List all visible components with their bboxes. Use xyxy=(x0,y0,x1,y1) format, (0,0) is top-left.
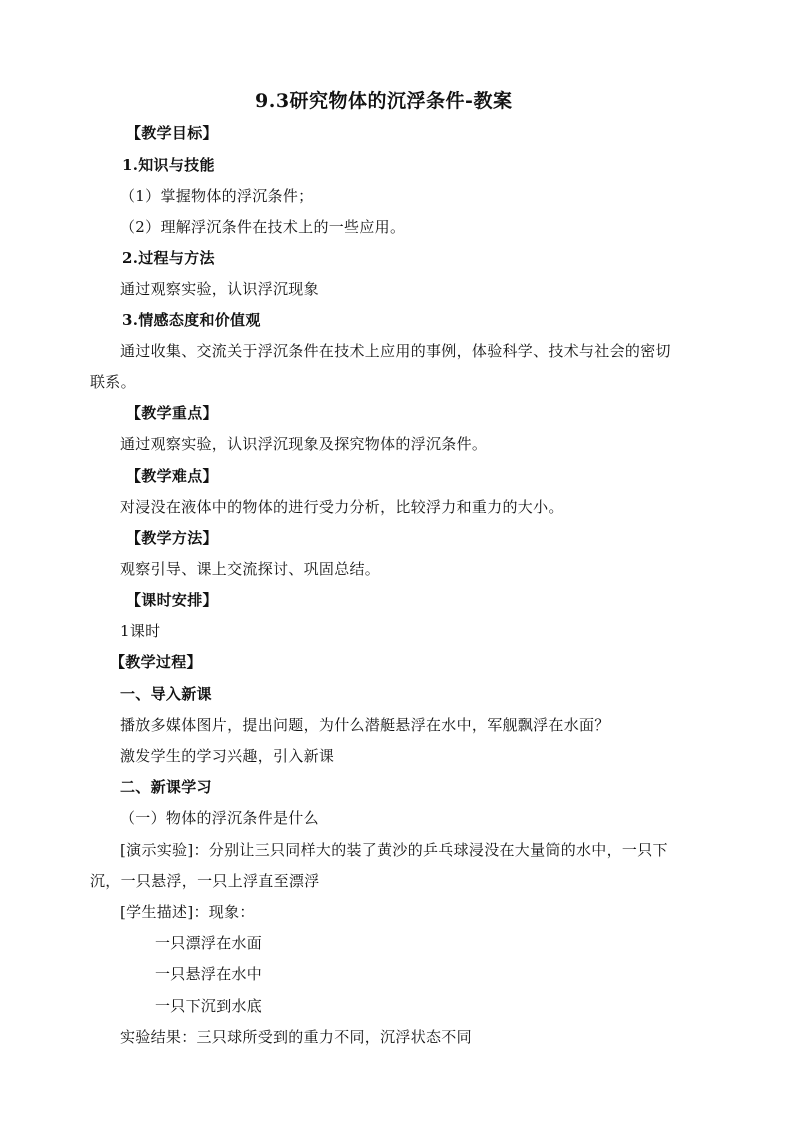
observation-1: 一只漂浮在水面 xyxy=(155,934,263,952)
new-lesson-title: 二、新课学习 xyxy=(120,778,212,796)
objectives-heading: 【教学目标】 xyxy=(126,124,218,142)
observation-2: 一只悬浮在水中 xyxy=(155,965,263,983)
observation-3: 一只下沉到水底 xyxy=(155,997,263,1015)
demo-line-2: 沉，一只悬浮，一只上浮直至漂浮 xyxy=(90,872,320,890)
values-title: 3.情感态度和价值观 xyxy=(122,311,261,329)
key-points-heading: 【教学重点】 xyxy=(126,404,218,422)
objective-item-1: （1）掌握物体的浮沉条件； xyxy=(120,187,314,205)
experiment-result: 实验结果：三只球所受到的重力不同，沉浮状态不同 xyxy=(120,1028,472,1046)
difficulties-text: 对浸没在液体中的物体的进行受力分析，比较浮力和重力的大小。 xyxy=(120,498,564,516)
values-text-line1: 通过收集、交流关于浮沉条件在技术上应用的事例，体验科学、技术与社会的密切 xyxy=(120,342,671,360)
process-heading: 【教学过程】 xyxy=(110,653,202,671)
schedule-heading: 【课时安排】 xyxy=(126,591,218,609)
demo-line-1: [演示实验]：分别让三只同样大的装了黄沙的乒乓球浸没在大量筒的水中，一只下 xyxy=(120,841,668,859)
objective-item-2: （2）理解浮沉条件在技术上的一些应用。 xyxy=(120,218,406,236)
methods-heading: 【教学方法】 xyxy=(126,529,218,547)
values-text-line2: 联系。 xyxy=(90,373,136,391)
process-method-title: 2.过程与方法 xyxy=(122,249,215,267)
schedule-text: 1课时 xyxy=(120,622,161,640)
difficulties-heading: 【教学难点】 xyxy=(126,467,218,485)
intro-line-1: 播放多媒体图片，提出问题，为什么潜艇悬浮在水中，军舰飘浮在水面？ xyxy=(120,716,610,734)
intro-section-title: 一、导入新课 xyxy=(120,685,212,703)
intro-line-2: 激发学生的学习兴趣，引入新课 xyxy=(120,747,335,765)
process-method-text: 通过观察实验，认识浮沉现象 xyxy=(120,280,319,298)
student-description: [学生描述]：现象： xyxy=(120,903,255,921)
subsection-title: （一）物体的浮沉条件是什么 xyxy=(120,809,319,827)
knowledge-skills-title: 1.知识与技能 xyxy=(122,156,215,174)
page-title: 9.3研究物体的沉浮条件-教案 xyxy=(255,90,513,112)
methods-text: 观察引导、课上交流探讨、巩固总结。 xyxy=(120,560,381,578)
key-points-text: 通过观察实验，认识浮沉现象及探究物体的浮沉条件。 xyxy=(120,435,488,453)
